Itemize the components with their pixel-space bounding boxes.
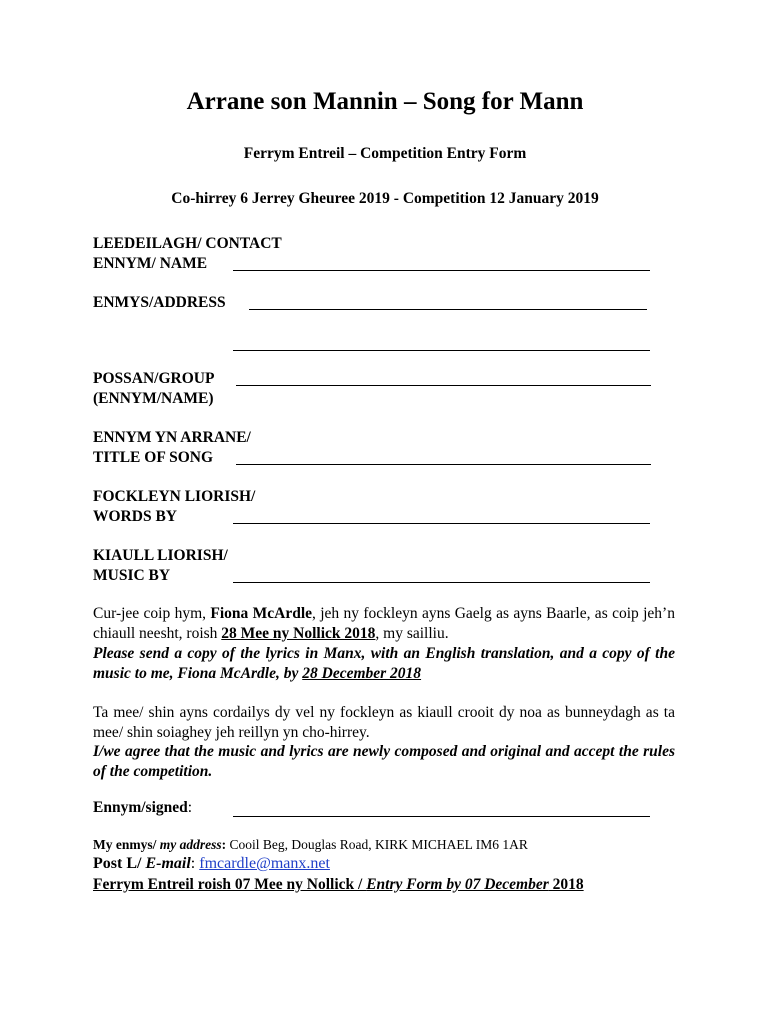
name-field[interactable] xyxy=(233,270,650,271)
song-title-field[interactable] xyxy=(236,464,651,465)
address-field-line-2[interactable] xyxy=(233,350,650,351)
signed-label: Ennym/signed: xyxy=(93,799,193,816)
group-label-sub: (ENNYM/NAME) xyxy=(93,390,214,407)
address-field-line-1[interactable] xyxy=(249,309,647,310)
song-title-label: ENNYM YN ARRANE/ xyxy=(93,429,251,446)
group-label: POSSAN/GROUP xyxy=(93,370,215,387)
music-by-label-sub: MUSIC BY xyxy=(93,567,171,584)
address-label: ENMYS/ADDRESS xyxy=(93,294,226,311)
instructions-manx: Cur-jee coip hym, Fiona McArdle, jeh ny fockleyn ayns Gaelg as ayns Baarle, as coip jeh’n chiaull neesht, roish 28 Mee ny Nollick 2018, my sailliu. xyxy=(93,605,675,642)
footer-address: My enmys/ my address: Cooil Beg, Douglas Road, KIRK MICHAEL IM6 1AR xyxy=(93,837,528,852)
music-by-field[interactable] xyxy=(233,582,650,583)
page-title: Arrane son Mannin – Song for Mann xyxy=(186,88,584,115)
words-by-label-sub: WORDS BY xyxy=(93,508,177,525)
music-by-label: KIAULL LIORISH/ xyxy=(93,547,228,564)
words-by-label: FOCKLEYN LIORISH/ xyxy=(93,488,256,505)
declaration-english: I/we agree that the music and lyrics are newly composed and original and accept the rules of the competition. xyxy=(93,743,675,780)
song-title-label-sub: TITLE OF SONG xyxy=(93,449,214,466)
declaration-manx: Ta mee/ shin ayns cordailys dy vel ny fockleyn as kiaull crooit dy noa as bunneydagh as ta mee/ shin soiaghey jeh reillyn yn cho-hirrey. xyxy=(93,704,675,741)
group-field[interactable] xyxy=(236,385,651,386)
competition-date: Co-hirrey 6 Jerrey Gheuree 2019 - Competition 12 January 2019 xyxy=(171,190,599,207)
name-label: ENNYM/ NAME xyxy=(93,255,208,272)
form-subtitle: Ferrym Entreil – Competition Entry Form xyxy=(243,145,527,162)
english-deadline: 28 December 2018 xyxy=(302,665,422,682)
email-link[interactable]: fmcardle@manx.net xyxy=(199,855,330,872)
signature-field[interactable] xyxy=(233,816,650,817)
contact-person-name: Fiona McArdle xyxy=(210,605,312,622)
manx-deadline: 28 Mee ny Nollick 2018 xyxy=(221,625,376,642)
instructions-english: Please send a copy of the lyrics in Manx, with an English translation, and a copy of the music to me, Fiona McArdle, by 28 December 2018 xyxy=(93,645,675,682)
contact-heading: LEEDEILAGH/ CONTACT xyxy=(93,235,282,252)
words-by-field[interactable] xyxy=(233,523,650,524)
entry-deadline: Ferrym Entreil roish 07 Mee ny Nollick / Entry Form by 07 December 2018 xyxy=(93,876,584,893)
postal-address: Cooil Beg, Douglas Road, KIRK MICHAEL IM6 1AR xyxy=(229,837,528,852)
footer-email: Post L/ E-mail: fmcardle@manx.net xyxy=(93,855,330,872)
